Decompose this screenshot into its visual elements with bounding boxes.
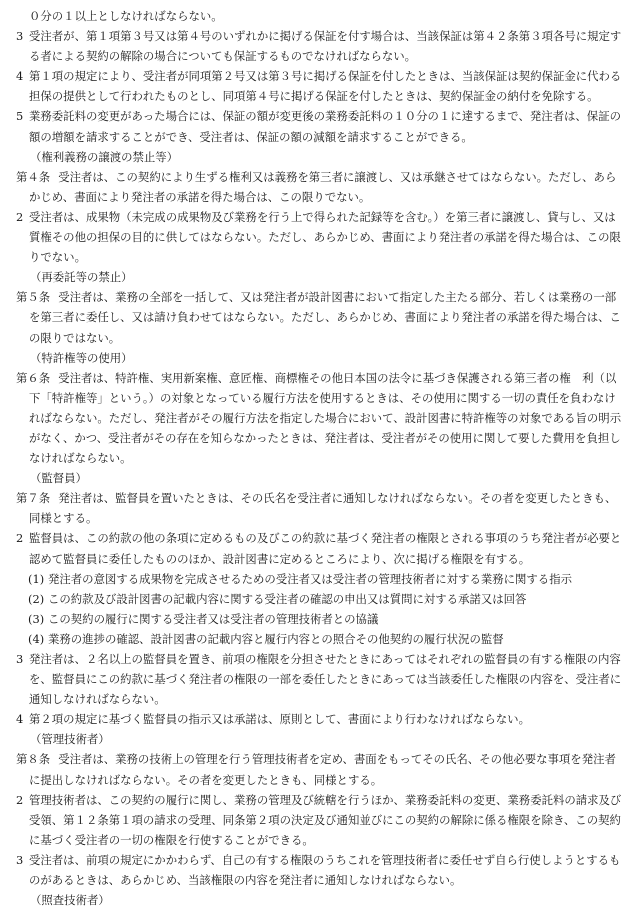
article-heading-7: （監督員）	[30, 471, 87, 486]
paragraph-3-7	[16, 649, 622, 709]
paragraph-text: 業務委託料の変更があった場合には、保証の額が変更後の業務委託料の１０分の１に達するまで、発注者は、保証の額の増額を請求することができ、受注者は、保証の額の減額を請求することができる。	[29, 109, 621, 144]
paragraph-number: 2	[16, 209, 24, 224]
paragraph-4-7	[16, 709, 622, 729]
paragraph-number: 5	[16, 109, 24, 124]
article-heading-4: （権利義務の譲渡の禁止等）	[30, 149, 179, 164]
item-text: 業務の進捗の確認、設計図書の記載内容と履行内容との照合その他契約の履行状況の監督	[48, 631, 504, 646]
article-number: 第８条	[16, 752, 51, 767]
paragraph-number: 4	[16, 69, 24, 84]
paragraph-text: 受注者は、成果物（未完成の成果物及び業務を行う上で得られた記録等を含む。）を第三者に譲渡し、貸与し、又は質権その他の担保の目的に供してはならない。ただし、あらかじめ、書面により発注者の承諾を得た場合は、この限りでない。	[29, 209, 621, 265]
paragraph-text: 監督員は、この約款の他の条項に定めるもの及びこの約款に基づく発注者の権限とされる事項のうち発注者が必要と認めて監督員に委任したもののほか、設計図書に定めるところにより、次に掲げる権限を有する。	[29, 531, 622, 566]
paragraph-text: 発注者は、２名以上の監督員を置き、前項の権限を分担させたときにあってはそれぞれの監督員の有する権限の内容を、監督員にこの約款に基づく発注者の権限の一部を委任したときにあっては当該委任した権限の内容を、受注者に通知しなければならない。	[29, 652, 622, 707]
article-heading-5: （再委託等の禁止）	[30, 270, 133, 285]
paragraph-3-6	[16, 26, 622, 66]
list-item-2	[16, 589, 622, 609]
article-8	[16, 749, 622, 789]
paragraph-number: 3	[16, 29, 24, 44]
list-item-3	[16, 609, 622, 629]
article-heading-9: （照査技術者）	[30, 893, 110, 908]
paragraph-2-7	[16, 528, 622, 568]
paragraph-text: 受注者が、第１項第３号又は第４号のいずれかに掲げる保証を付す場合は、当該保証は第４２条第３項各号に規定する者による契約の解除の場合についても保証するものでなければならない。	[29, 29, 622, 64]
item-text: この約款及び設計図書の記載内容に関する受注者の確認の申出又は質問に対する承諾又は回答	[48, 591, 527, 606]
paragraph-number: 2	[16, 531, 24, 546]
article-text: 発注者は、監督員を置いたときは、その氏名を受注者に通知しなければならない。その者を変更したときも、同様とする。	[29, 491, 617, 526]
article-number: 第７条	[16, 491, 51, 506]
paragraph-5-6	[16, 106, 622, 146]
paragraph-text: 第２項の規定に基づく監督員の指示又は承諾は、原則として、書面により行わなければならない。	[29, 712, 530, 727]
article-text: 受注者は、この契約により生ずる権利又は義務を第三者に譲渡し、又は承継させてはならない。ただし、あらかじめ、書面により発注者の承諾を得た場合は、この限りでない。	[29, 169, 617, 204]
article-7	[16, 488, 622, 528]
paragraph-number: 2	[16, 792, 24, 807]
paragraph-text: 受注者は、前項の規定にかかわらず、自己の有する権限のうちこれを管理技術者に委任せず自ら行使しようとするものがあるときは、あらかじめ、当該権限の内容を発注者に通知しなければならない。	[29, 852, 621, 888]
item-text: 発注者の意図する成果物を完成させるための受注者又は受注者の管理技術者に対する業務に関する指示	[48, 571, 572, 586]
paragraph-2-8	[16, 790, 622, 850]
article-text: 受注者は、業務の全部を一括して、又は発注者が設計図書において指定した主たる部分、若しくは業務の一部を第三者に委任し、又は請け負わせてはならない。ただし、あらかじめ、書面により発注者の承諾を得た場合は、この限りではない。	[29, 290, 621, 345]
item-number: (1)	[28, 571, 45, 586]
paragraph-2-4	[16, 207, 622, 267]
paragraph-continuation: ０分の１以上としなければならない。	[29, 9, 223, 23]
article-heading-8: （管理技術者）	[30, 732, 110, 747]
paragraph-number: 4	[16, 712, 24, 727]
list-item-4	[16, 629, 622, 649]
paragraph-3-8	[16, 850, 622, 890]
paragraph-number: 3	[16, 652, 24, 666]
article-number: 第５条	[16, 290, 51, 305]
article-4	[16, 167, 622, 207]
paragraph-number: 3	[16, 852, 24, 867]
item-number: (4)	[28, 631, 45, 646]
item-number: (2)	[28, 591, 45, 606]
paragraph-text: 第１項の規定により、受注者が同項第２号又は第３号に掲げる保証を付したときは、当該保証は契約保証金に代わる担保の提供として行われたものとし、同項第４号に掲げる保証を付したときは、契約保証金の納付を免除する。	[29, 69, 622, 104]
article-number: 第４条	[16, 169, 51, 184]
article-text: 受注者は、業務の技術上の管理を行う管理技術者を定め、書面をもってその氏名、その他必要な事項を発注者に提出しなければならない。その者を変更したときも、同様とする。	[29, 752, 616, 787]
article-text: 受注者は、特許権、実用新案権、意匠権、商標権その他日本国の法令に基づき保護される第三者の権 利（以下「特許権等」という。）の対象となっている履行方法を使用するときは、その使用に関する一切の責任を負わなければならない。ただし、発注者がその履行方法を指定した場合において、設計図書に特許権等の対象である旨の明示がなく、かつ、受注者がその存在を知らなかったときは、発注者は、受注者がその使用に関して要した費用を負担しなければならない。	[29, 370, 622, 466]
item-text: この契約の履行に関する受注者又は受注者の管理技術者との協議	[48, 611, 379, 626]
article-6	[16, 368, 622, 468]
item-number: (3)	[28, 611, 45, 626]
paragraph-4-6	[16, 66, 622, 106]
article-heading-6: （特許権等の使用）	[30, 350, 133, 365]
article-5	[16, 287, 622, 347]
paragraph-text: 管理技術者は、この契約の履行に関し、業務の管理及び統轄を行うほか、業務委託料の変更、業務委託料の請求及び受領、第１２条第１項の請求の受理、同条第２項の決定及び通知並びにこの契約の解除に係る権限を除き、この契約に基づく受注者の一切の権限を行使することができる。	[29, 792, 622, 847]
article-number: 第６条	[16, 370, 51, 385]
list-item-1	[16, 569, 622, 589]
